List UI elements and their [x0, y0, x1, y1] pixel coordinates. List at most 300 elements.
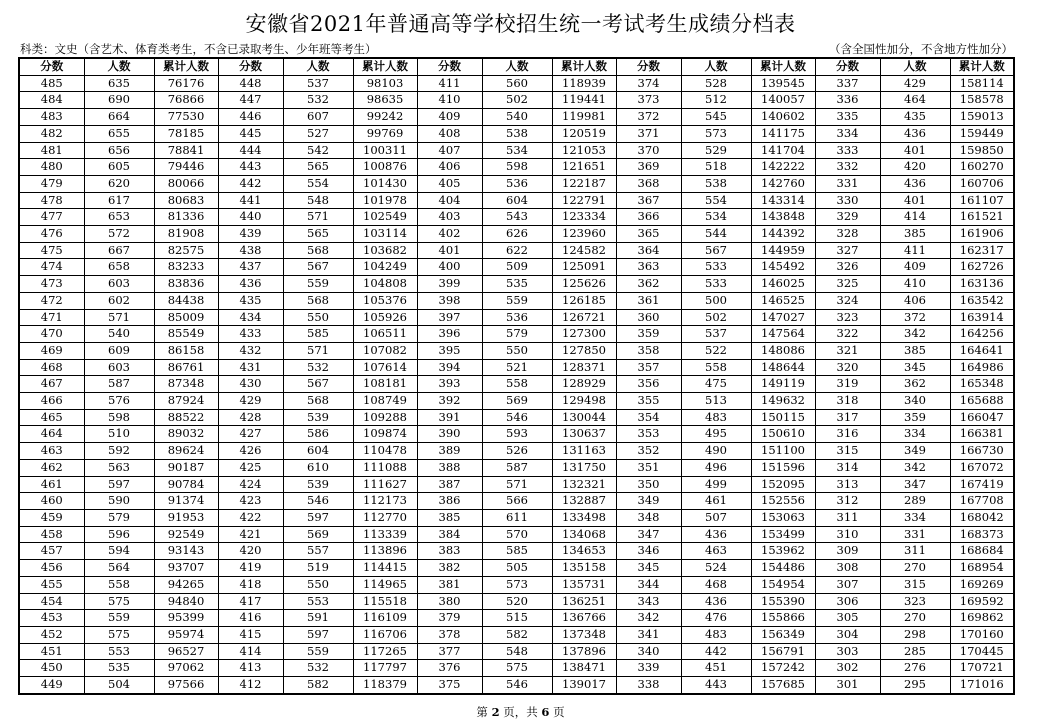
table-cell: 127300: [552, 326, 616, 343]
table-cell: 169862: [950, 610, 1014, 627]
table-cell: 86158: [154, 342, 218, 359]
table-cell: 457: [19, 543, 84, 560]
table-cell: 315: [815, 443, 880, 460]
table-cell: 351: [616, 459, 681, 476]
table-cell: 320: [815, 359, 880, 376]
table-cell: 166047: [950, 409, 1014, 426]
table-cell: 377: [417, 643, 482, 660]
table-cell: 415: [218, 626, 283, 643]
table-cell: 80066: [154, 175, 218, 192]
table-cell: 122791: [552, 192, 616, 209]
column-header: 分数: [815, 58, 880, 75]
table-cell: 270: [880, 560, 950, 577]
table-cell: 469: [19, 342, 84, 359]
table-cell: 89032: [154, 426, 218, 443]
table-cell: 313: [815, 476, 880, 493]
table-row: [19, 393, 1014, 410]
table-cell: 396: [417, 326, 482, 343]
table-cell: 102549: [353, 209, 417, 226]
table-cell: 515: [482, 610, 552, 627]
table-cell: 559: [482, 292, 552, 309]
table-cell: 147027: [751, 309, 815, 326]
table-cell: 565: [283, 226, 353, 243]
table-cell: 404: [417, 192, 482, 209]
table-cell: 168373: [950, 526, 1014, 543]
table-cell: 405: [417, 175, 482, 192]
bonus-note: （含全国性加分，不含地方性加分）: [829, 42, 1013, 56]
table-cell: 428: [218, 409, 283, 426]
table-cell: 429: [218, 393, 283, 410]
table-cell: 532: [283, 660, 353, 677]
table-cell: 308: [815, 560, 880, 577]
table-cell: 124582: [552, 242, 616, 259]
table-cell: 139545: [751, 75, 815, 92]
table-cell: 121651: [552, 159, 616, 176]
table-cell: 458: [19, 526, 84, 543]
table-cell: 379: [417, 610, 482, 627]
table-cell: 386: [417, 493, 482, 510]
table-cell: 579: [84, 509, 154, 526]
table-cell: 532: [283, 359, 353, 376]
table-cell: 100311: [353, 142, 417, 159]
table-cell: 125091: [552, 259, 616, 276]
table-cell: 350: [616, 476, 681, 493]
table-cell: 391: [417, 409, 482, 426]
table-cell: 328: [815, 226, 880, 243]
table-row: [19, 226, 1014, 243]
table-cell: 341: [616, 626, 681, 643]
table-cell: 385: [880, 226, 950, 243]
table-cell: 410: [417, 92, 482, 109]
score-table: [18, 57, 1015, 695]
table-cell: 425: [218, 459, 283, 476]
table-cell: 477: [19, 209, 84, 226]
table-cell: 93143: [154, 543, 218, 560]
table-cell: 334: [880, 509, 950, 526]
table-cell: 564: [84, 560, 154, 577]
table-cell: 90784: [154, 476, 218, 493]
column-header: 人数: [482, 58, 552, 75]
table-cell: 450: [19, 660, 84, 677]
table-cell: 307: [815, 576, 880, 593]
table-row: [19, 643, 1014, 660]
table-cell: 554: [283, 175, 353, 192]
table-cell: 164641: [950, 342, 1014, 359]
table-cell: 167708: [950, 493, 1014, 510]
table-cell: 339: [616, 660, 681, 677]
table-cell: 598: [84, 409, 154, 426]
table-cell: 340: [616, 643, 681, 660]
table-cell: 321: [815, 342, 880, 359]
table-cell: 417: [218, 593, 283, 610]
table-cell: 420: [880, 159, 950, 176]
table-cell: 81336: [154, 209, 218, 226]
table-cell: 436: [681, 526, 751, 543]
table-cell: 452: [19, 626, 84, 643]
table-cell: 522: [681, 342, 751, 359]
table-cell: 117265: [353, 643, 417, 660]
table-cell: 168954: [950, 560, 1014, 577]
table-cell: 323: [815, 309, 880, 326]
table-cell: 502: [681, 309, 751, 326]
table-cell: 470: [19, 326, 84, 343]
table-cell: 132321: [552, 476, 616, 493]
table-cell: 136251: [552, 593, 616, 610]
table-cell: 385: [417, 509, 482, 526]
table-cell: 110478: [353, 443, 417, 460]
table-row: [19, 309, 1014, 326]
table-cell: 164986: [950, 359, 1014, 376]
table-cell: 78185: [154, 125, 218, 142]
table-cell: 329: [815, 209, 880, 226]
table-cell: 338: [616, 677, 681, 694]
table-cell: 462: [19, 459, 84, 476]
table-cell: 106511: [353, 326, 417, 343]
table-cell: 429: [880, 75, 950, 92]
table-cell: 579: [482, 326, 552, 343]
table-cell: 344: [616, 576, 681, 593]
table-cell: 168042: [950, 509, 1014, 526]
table-cell: 585: [482, 543, 552, 560]
table-cell: 533: [681, 259, 751, 276]
table-cell: 141704: [751, 142, 815, 159]
table-cell: 411: [417, 75, 482, 92]
table-cell: 83233: [154, 259, 218, 276]
table-cell: 79446: [154, 159, 218, 176]
table-cell: 301: [815, 677, 880, 694]
table-cell: 604: [482, 192, 552, 209]
table-cell: 167419: [950, 476, 1014, 493]
table-cell: 474: [19, 259, 84, 276]
table-cell: 97566: [154, 677, 218, 694]
table-row: [19, 342, 1014, 359]
table-cell: 390: [417, 426, 482, 443]
table-cell: 476: [19, 226, 84, 243]
table-cell: 270: [880, 610, 950, 627]
table-cell: 142222: [751, 159, 815, 176]
table-cell: 427: [218, 426, 283, 443]
table-cell: 573: [681, 125, 751, 142]
table-cell: 322: [815, 326, 880, 343]
table-cell: 475: [681, 376, 751, 393]
table-cell: 324: [815, 292, 880, 309]
table-cell: 407: [417, 142, 482, 159]
table-cell: 582: [482, 626, 552, 643]
table-cell: 165348: [950, 376, 1014, 393]
table-cell: 97062: [154, 660, 218, 677]
table-cell: 170160: [950, 626, 1014, 643]
table-cell: 463: [681, 543, 751, 560]
table-cell: 447: [218, 92, 283, 109]
table-cell: 318: [815, 393, 880, 410]
table-cell: 167072: [950, 459, 1014, 476]
table-cell: 134068: [552, 526, 616, 543]
table-cell: 121053: [552, 142, 616, 159]
table-cell: 378: [417, 626, 482, 643]
table-cell: 104249: [353, 259, 417, 276]
table-cell: 445: [218, 125, 283, 142]
table-cell: 349: [616, 493, 681, 510]
table-cell: 411: [880, 242, 950, 259]
table-cell: 527: [283, 125, 353, 142]
table-cell: 410: [880, 276, 950, 293]
table-cell: 165688: [950, 393, 1014, 410]
table-row: [19, 142, 1014, 159]
table-cell: 131163: [552, 443, 616, 460]
table-cell: 149632: [751, 393, 815, 410]
table-cell: 461: [19, 476, 84, 493]
table-cell: 656: [84, 142, 154, 159]
table-cell: 359: [880, 409, 950, 426]
table-cell: 137348: [552, 626, 616, 643]
table-cell: 105376: [353, 292, 417, 309]
table-cell: 376: [417, 660, 482, 677]
table-cell: 483: [681, 626, 751, 643]
table-cell: 76176: [154, 75, 218, 92]
table-cell: 84438: [154, 292, 218, 309]
table-cell: 85009: [154, 309, 218, 326]
table-cell: 521: [482, 359, 552, 376]
table-cell: 310: [815, 526, 880, 543]
table-cell: 400: [417, 259, 482, 276]
table-cell: 153499: [751, 526, 815, 543]
table-cell: 571: [283, 209, 353, 226]
table-cell: 133498: [552, 509, 616, 526]
table-cell: 402: [417, 226, 482, 243]
table-cell: 537: [283, 75, 353, 92]
table-cell: 157242: [751, 660, 815, 677]
column-header: 人数: [84, 58, 154, 75]
table-cell: 389: [417, 443, 482, 460]
table-cell: 575: [84, 626, 154, 643]
table-cell: 585: [283, 326, 353, 343]
table-cell: 567: [283, 376, 353, 393]
table-cell: 434: [218, 309, 283, 326]
table-cell: 416: [218, 610, 283, 627]
table-cell: 441: [218, 192, 283, 209]
table-cell: 655: [84, 125, 154, 142]
table-cell: 387: [417, 476, 482, 493]
table-cell: 104808: [353, 276, 417, 293]
table-cell: 554: [681, 192, 751, 209]
table-cell: 149119: [751, 376, 815, 393]
table-cell: 342: [616, 610, 681, 627]
table-cell: 384: [417, 526, 482, 543]
table-cell: 311: [815, 509, 880, 526]
table-cell: 325: [815, 276, 880, 293]
table-row: [19, 626, 1014, 643]
table-cell: 98103: [353, 75, 417, 92]
table-cell: 126721: [552, 309, 616, 326]
table-cell: 361: [616, 292, 681, 309]
table-cell: 398: [417, 292, 482, 309]
table-cell: 548: [283, 192, 353, 209]
table-cell: 596: [84, 526, 154, 543]
table-cell: 152556: [751, 493, 815, 510]
table-cell: 534: [681, 209, 751, 226]
table-cell: 382: [417, 560, 482, 577]
table-cell: 134653: [552, 543, 616, 560]
table-row: [19, 159, 1014, 176]
table-cell: 340: [880, 393, 950, 410]
table-cell: 160270: [950, 159, 1014, 176]
table-cell: 141175: [751, 125, 815, 142]
table-cell: 597: [283, 626, 353, 643]
table-cell: 349: [880, 443, 950, 460]
table-cell: 571: [84, 309, 154, 326]
table-row: [19, 593, 1014, 610]
table-cell: 540: [482, 109, 552, 126]
table-cell: 553: [84, 643, 154, 660]
table-cell: 536: [482, 175, 552, 192]
table-cell: 563: [84, 459, 154, 476]
table-cell: 115518: [353, 593, 417, 610]
table-cell: 317: [815, 409, 880, 426]
table-cell: 368: [616, 175, 681, 192]
table-row: [19, 125, 1014, 142]
table-cell: 617: [84, 192, 154, 209]
table-row: [19, 359, 1014, 376]
table-cell: 590: [84, 493, 154, 510]
table-cell: 456: [19, 560, 84, 577]
table-cell: 135158: [552, 560, 616, 577]
table-cell: 442: [681, 643, 751, 660]
table-cell: 136766: [552, 610, 616, 627]
table-cell: 358: [616, 342, 681, 359]
table-cell: 569: [482, 393, 552, 410]
table-cell: 502: [482, 92, 552, 109]
table-cell: 467: [19, 376, 84, 393]
table-cell: 87924: [154, 393, 218, 410]
table-cell: 528: [681, 75, 751, 92]
column-header: 累计人数: [552, 58, 616, 75]
table-cell: 420: [218, 543, 283, 560]
table-cell: 374: [616, 75, 681, 92]
table-cell: 163914: [950, 309, 1014, 326]
table-cell: 159449: [950, 125, 1014, 142]
table-cell: 158114: [950, 75, 1014, 92]
table-cell: 605: [84, 159, 154, 176]
table-cell: 603: [84, 276, 154, 293]
table-cell: 80683: [154, 192, 218, 209]
table-row: [19, 209, 1014, 226]
table-cell: 86761: [154, 359, 218, 376]
table-cell: 518: [681, 159, 751, 176]
table-cell: 83836: [154, 276, 218, 293]
category-note: 科类：文史（含艺术、体育类考生，不含已录取考生、少年班等考生）: [20, 42, 377, 56]
table-cell: 611: [482, 509, 552, 526]
table-cell: 356: [616, 376, 681, 393]
table-cell: 558: [681, 359, 751, 376]
table-cell: 364: [616, 242, 681, 259]
table-cell: 362: [880, 376, 950, 393]
table-cell: 435: [218, 292, 283, 309]
table-cell: 375: [417, 677, 482, 694]
table-cell: 100876: [353, 159, 417, 176]
column-header: 累计人数: [154, 58, 218, 75]
table-cell: 461: [681, 493, 751, 510]
table-cell: 160706: [950, 175, 1014, 192]
footer-prefix: 第: [476, 705, 488, 719]
table-cell: 604: [283, 443, 353, 460]
table-cell: 161107: [950, 192, 1014, 209]
table-cell: 78841: [154, 142, 218, 159]
table-cell: 289: [880, 493, 950, 510]
table-cell: 359: [616, 326, 681, 343]
table-cell: 443: [681, 677, 751, 694]
table-cell: 92549: [154, 526, 218, 543]
table-cell: 354: [616, 409, 681, 426]
table-cell: 122187: [552, 175, 616, 192]
table-cell: 112770: [353, 509, 417, 526]
table-cell: 148644: [751, 359, 815, 376]
table-cell: 316: [815, 426, 880, 443]
table-row: [19, 175, 1014, 192]
table-cell: 331: [815, 175, 880, 192]
table-cell: 135731: [552, 576, 616, 593]
table-cell: 451: [19, 643, 84, 660]
table-cell: 362: [616, 276, 681, 293]
table-cell: 570: [482, 526, 552, 543]
table-cell: 298: [880, 626, 950, 643]
table-cell: 394: [417, 359, 482, 376]
table-cell: 302: [815, 660, 880, 677]
table-cell: 119441: [552, 92, 616, 109]
table-cell: 156791: [751, 643, 815, 660]
table-cell: 153063: [751, 509, 815, 526]
table-row: [19, 660, 1014, 677]
table-row: [19, 192, 1014, 209]
table-cell: 430: [218, 376, 283, 393]
table-cell: 370: [616, 142, 681, 159]
table-cell: 401: [417, 242, 482, 259]
table-cell: 161521: [950, 209, 1014, 226]
table-cell: 598: [482, 159, 552, 176]
table-cell: 94265: [154, 576, 218, 593]
table-row: [19, 493, 1014, 510]
table-cell: 311: [880, 543, 950, 560]
table-cell: 101430: [353, 175, 417, 192]
table-cell: 690: [84, 92, 154, 109]
table-row: [19, 259, 1014, 276]
table-cell: 568: [283, 242, 353, 259]
table-cell: 513: [681, 393, 751, 410]
table-cell: 597: [283, 509, 353, 526]
table-cell: 435: [880, 109, 950, 126]
table-cell: 334: [815, 125, 880, 142]
table-cell: 490: [681, 443, 751, 460]
table-cell: 510: [84, 426, 154, 443]
table-cell: 537: [681, 326, 751, 343]
table-cell: 127850: [552, 342, 616, 359]
table-cell: 144392: [751, 226, 815, 243]
table-cell: 348: [616, 509, 681, 526]
table-cell: 423: [218, 493, 283, 510]
table-cell: 567: [283, 259, 353, 276]
table-cell: 582: [283, 677, 353, 694]
table-cell: 535: [84, 660, 154, 677]
table-cell: 123960: [552, 226, 616, 243]
column-header: 人数: [681, 58, 751, 75]
table-cell: 436: [880, 125, 950, 142]
table-cell: 99242: [353, 109, 417, 126]
table-cell: 132887: [552, 493, 616, 510]
table-cell: 143314: [751, 192, 815, 209]
table-cell: 147564: [751, 326, 815, 343]
table-cell: 610: [283, 459, 353, 476]
table-cell: 113339: [353, 526, 417, 543]
table-cell: 139017: [552, 677, 616, 694]
